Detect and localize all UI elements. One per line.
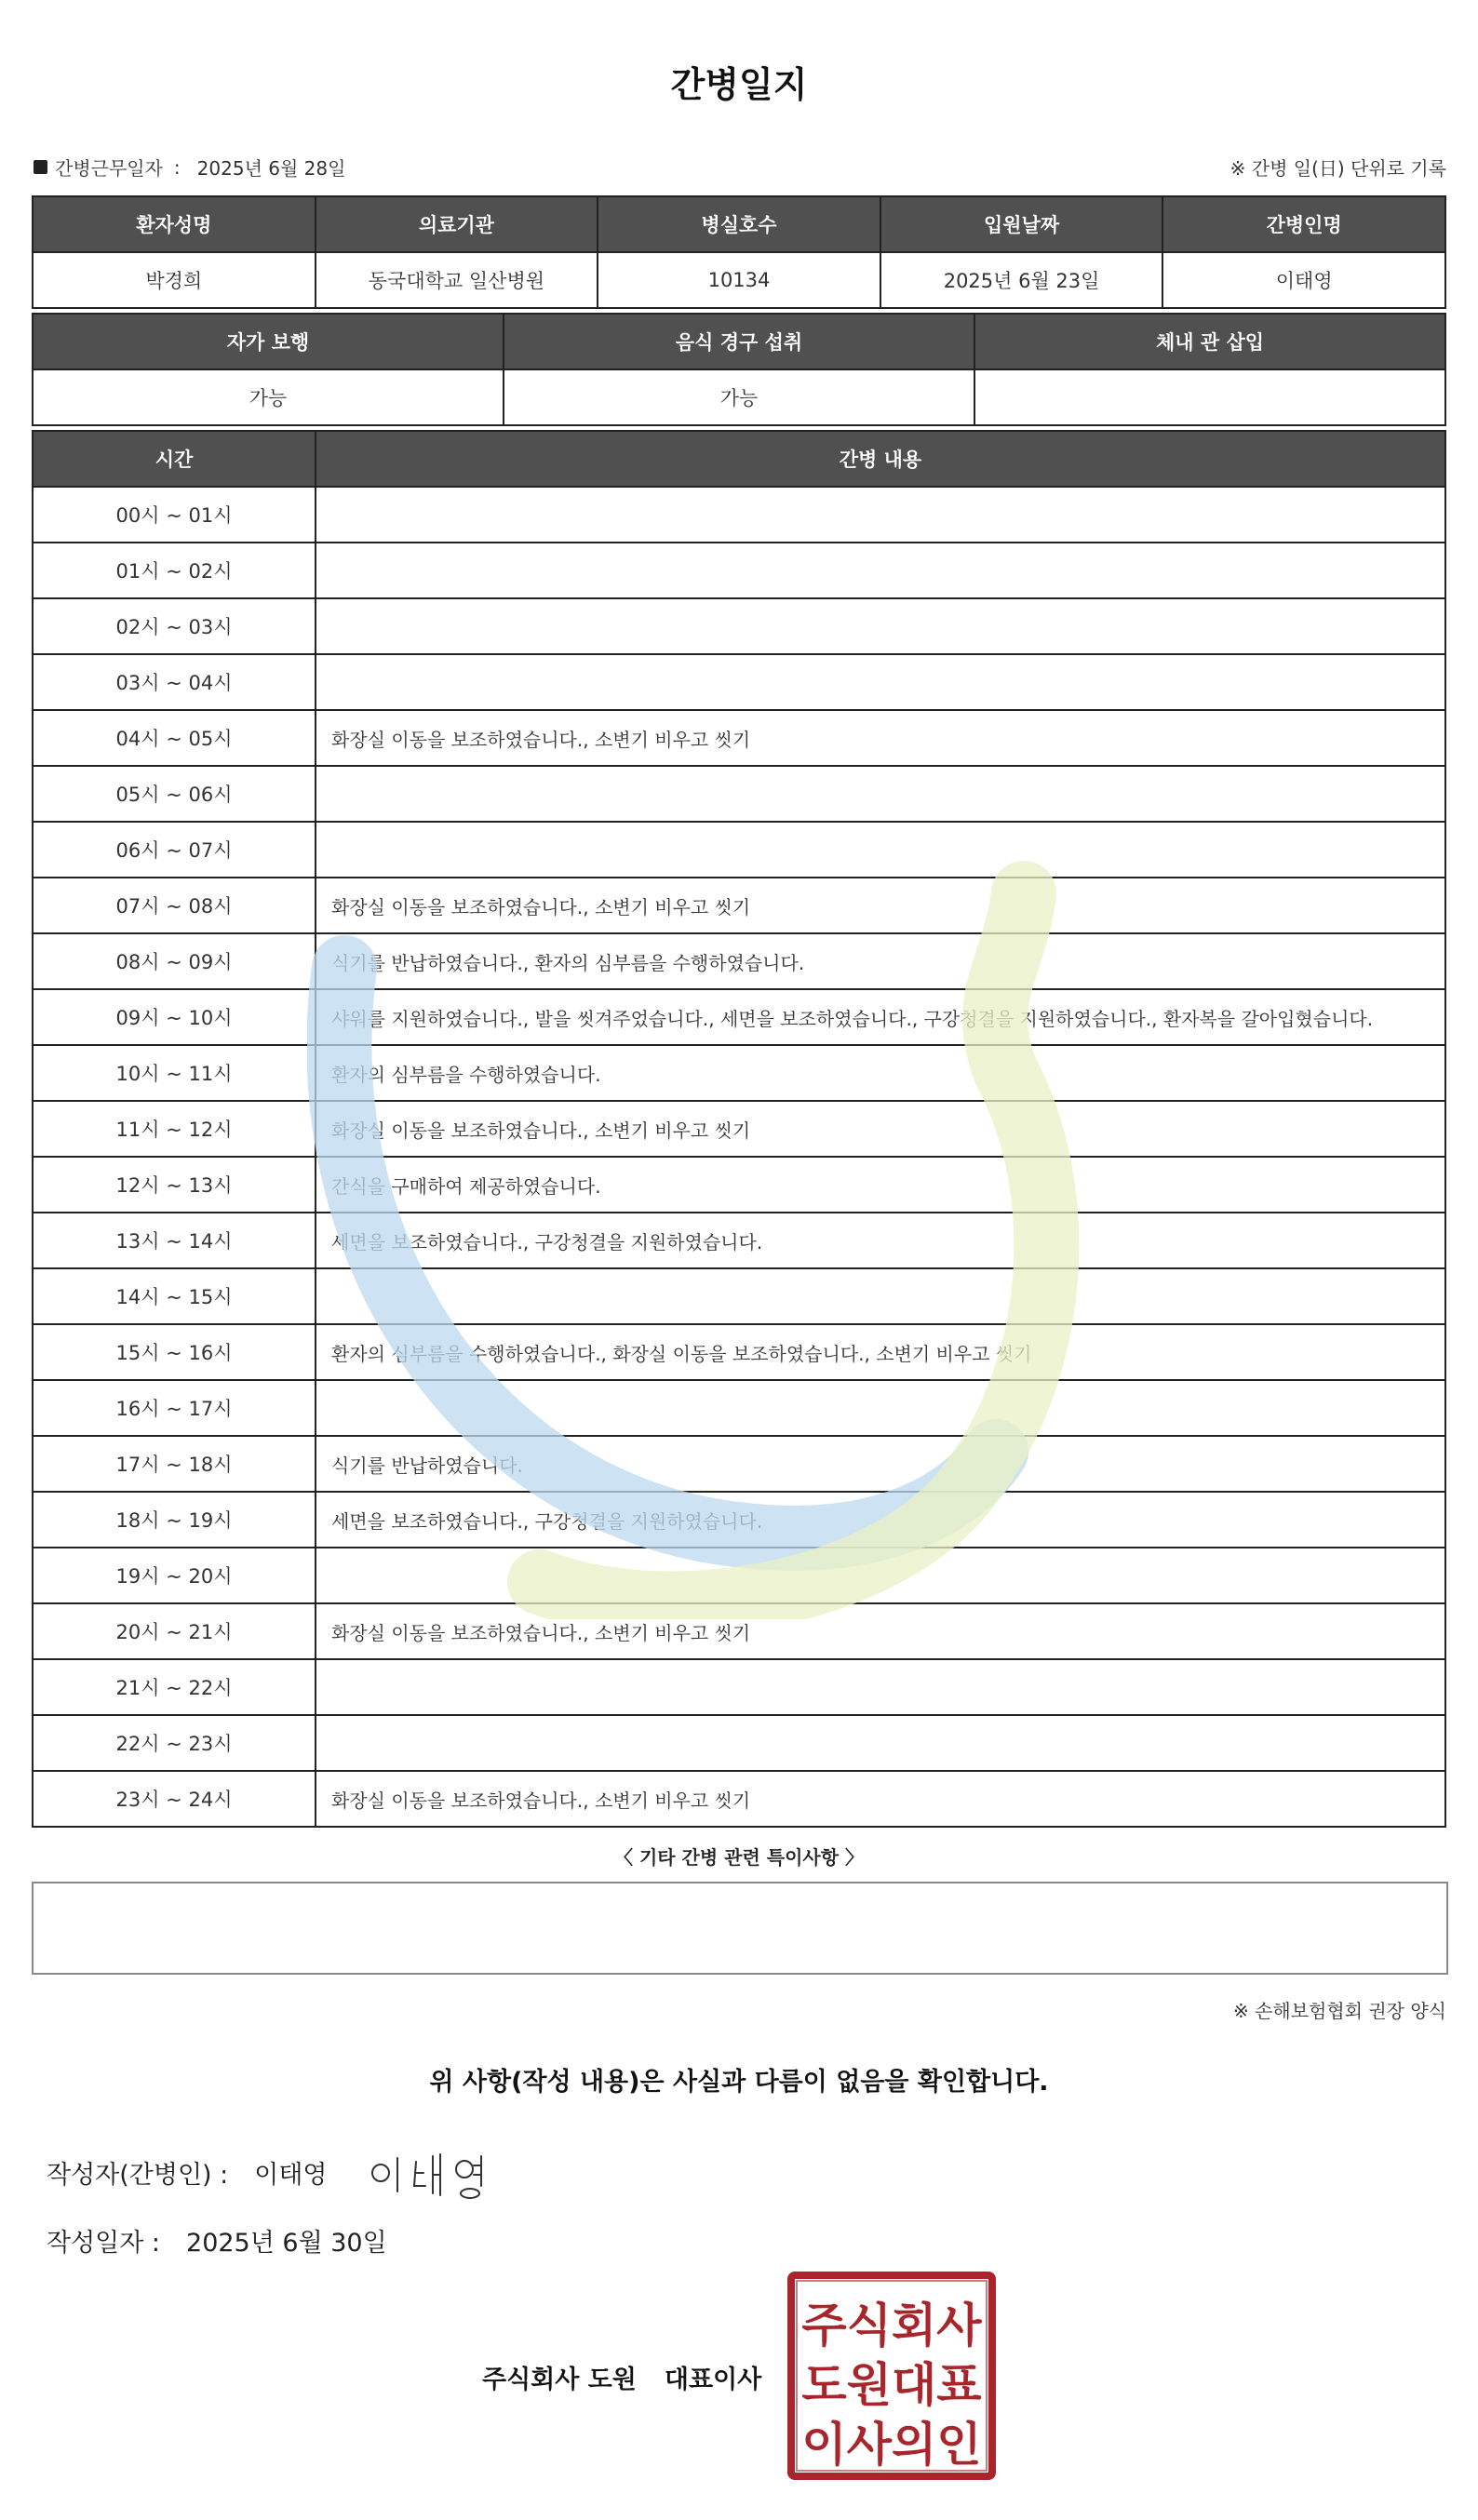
care-log-content <box>316 766 1445 822</box>
care-log-time: 19시 ~ 20시 <box>33 1548 316 1603</box>
header-hospital: 의료기관 <box>316 196 598 252</box>
care-log-content: 화장실 이동을 보조하였습니다., 소변기 비우고 씻기 <box>316 710 1445 766</box>
handwritten-signature <box>368 2145 517 2201</box>
care-log-content: 식기를 반납하였습니다., 환자의 심부름을 수행하였습니다. <box>316 933 1445 989</box>
care-log-row <box>33 822 1445 878</box>
care-log-content: 화장실 이동을 보조하였습니다., 소변기 비우고 씻기 <box>316 878 1445 933</box>
care-log-time: 14시 ~ 15시 <box>33 1268 316 1324</box>
care-log-content: 화장실 이동을 보조하였습니다., 소변기 비우고 씻기 <box>316 1101 1445 1157</box>
header-admission-date: 입원날짜 <box>880 196 1163 252</box>
care-log-row <box>33 487 1445 543</box>
care-log-content <box>316 1268 1445 1324</box>
care-log-row <box>33 1045 1445 1101</box>
care-log-time: 12시 ~ 13시 <box>33 1157 316 1213</box>
care-log-row <box>33 989 1445 1045</box>
care-log-row <box>33 1380 1445 1436</box>
header-care-content: 간병 내용 <box>316 431 1445 487</box>
written-date-label: 작성일자 : <box>47 2229 161 2258</box>
care-log-time: 21시 ~ 22시 <box>33 1659 316 1715</box>
care-log-time: 01시 ~ 02시 <box>33 543 316 598</box>
company-line <box>482 2359 761 2395</box>
care-log-time: 22시 ~ 23시 <box>33 1715 316 1771</box>
patient-name: 박경희 <box>33 252 316 308</box>
care-log-time: 03시 ~ 04시 <box>33 654 316 710</box>
square-bullet-icon <box>34 160 47 174</box>
header-time: 시간 <box>33 431 316 487</box>
care-log-time: 09시 ~ 10시 <box>33 989 316 1045</box>
patient-status-table <box>32 313 1446 426</box>
care-log-content: 세면을 보조하였습니다., 구강청결을 지원하였습니다. <box>316 1492 1445 1548</box>
care-log-row <box>33 1324 1445 1380</box>
care-log-content: 환자의 심부름을 수행하였습니다. <box>316 1045 1445 1101</box>
seal-line-3: 이사의인 <box>801 2418 982 2472</box>
patient-info-header-row <box>33 196 1445 252</box>
care-log-row <box>33 1715 1445 1771</box>
care-log-content: 환자의 심부름을 수행하였습니다., 화장실 이동을 보조하였습니다., 소변기 비우고 씻기 <box>316 1324 1445 1380</box>
care-log-time: 06시 ~ 07시 <box>33 822 316 878</box>
care-log-row <box>33 1603 1445 1659</box>
care-log-content: 식기를 반납하였습니다. <box>316 1436 1445 1492</box>
work-date-line <box>34 154 345 181</box>
notes-box <box>32 1882 1448 1975</box>
care-log-time: 17시 ~ 18시 <box>33 1436 316 1492</box>
notes-heading: 〈 기타 간병 관련 특이사항 〉 <box>613 1846 864 1869</box>
care-log-time: 20시 ~ 21시 <box>33 1603 316 1659</box>
header-self-walking: 자가 보행 <box>33 314 504 369</box>
unit-note: ※ 간병 일(日) 단위로 기록 <box>1229 157 1446 180</box>
self-walking-value: 가능 <box>33 369 504 425</box>
care-log-row <box>33 598 1445 654</box>
care-log-row <box>33 1157 1445 1213</box>
care-log-time: 05시 ~ 06시 <box>33 766 316 822</box>
care-log-row <box>33 543 1445 598</box>
header-patient-name: 환자성명 <box>33 196 316 252</box>
care-log-content <box>316 1659 1445 1715</box>
patient-info-table <box>32 195 1446 309</box>
oral-intake-value: 가능 <box>504 369 974 425</box>
care-log-row <box>33 710 1445 766</box>
care-log-time: 16시 ~ 17시 <box>33 1380 316 1436</box>
work-date-label: 간병근무일자 <box>55 157 163 180</box>
work-date-separator: : <box>173 155 181 179</box>
care-log-time: 11시 ~ 12시 <box>33 1101 316 1157</box>
care-log-row <box>33 654 1445 710</box>
seal-line-2: 도원대표 <box>801 2358 982 2412</box>
care-log-content: 화장실 이동을 보조하였습니다., 소변기 비우고 씻기 <box>316 1771 1445 1827</box>
care-log-time: 02시 ~ 03시 <box>33 598 316 654</box>
tube-insertion-value <box>974 369 1445 425</box>
care-log-time: 13시 ~ 14시 <box>33 1213 316 1268</box>
care-log-content <box>316 822 1445 878</box>
care-log-content: 세면을 보조하였습니다., 구강청결을 지원하였습니다. <box>316 1213 1445 1268</box>
care-log-time: 15시 ~ 16시 <box>33 1324 316 1380</box>
header-room-number: 병실호수 <box>598 196 880 252</box>
care-log-row <box>33 1492 1445 1548</box>
header-caregiver-name: 간병인명 <box>1162 196 1445 252</box>
care-log-time: 23시 ~ 24시 <box>33 1771 316 1827</box>
care-log-content <box>316 487 1445 543</box>
written-date-line <box>47 2222 387 2259</box>
patient-info-value-row <box>33 252 1445 308</box>
care-log-time: 00시 ~ 01시 <box>33 487 316 543</box>
care-log-content <box>316 1380 1445 1436</box>
care-log-time: 07시 ~ 08시 <box>33 878 316 933</box>
patient-status-value-row <box>33 369 1445 425</box>
writer-name: 이태영 <box>254 2161 328 2190</box>
hospital-name: 동국대학교 일산병원 <box>316 252 598 308</box>
header-tube-insertion: 체내 관 삽입 <box>974 314 1445 369</box>
care-log-row <box>33 1436 1445 1492</box>
form-source-note: ※ 손해보험협회 권장 양식 <box>1232 2000 1446 2022</box>
work-date-value: 2025년 6월 28일 <box>196 157 346 180</box>
care-log-content <box>316 598 1445 654</box>
header-oral-intake: 음식 경구 섭취 <box>504 314 974 369</box>
caregiver-name: 이태영 <box>1162 252 1445 308</box>
company-name: 주식회사 도원 <box>482 2366 637 2394</box>
writer-label: 작성자(간병인) : <box>47 2161 229 2190</box>
care-log-content: 샤워를 지원하였습니다., 발을 씻겨주었습니다., 세면을 보조하였습니다., 구강청결을 지원하였습니다., 환자복을 갈아입혔습니다. <box>316 989 1445 1045</box>
care-log-time: 18시 ~ 19시 <box>33 1492 316 1548</box>
care-log-row <box>33 1659 1445 1715</box>
care-log-content <box>316 654 1445 710</box>
care-log-content <box>316 543 1445 598</box>
care-log-row <box>33 1213 1445 1268</box>
ceo-label: 대표이사 <box>664 2366 762 2394</box>
care-log-row <box>33 1771 1445 1827</box>
care-log-header-row <box>33 431 1445 487</box>
room-number: 10134 <box>598 252 880 308</box>
care-log-table <box>32 430 1446 1828</box>
patient-status-header-row <box>33 314 1445 369</box>
care-log-content: 화장실 이동을 보조하였습니다., 소변기 비우고 씻기 <box>316 1603 1445 1659</box>
care-log-content: 간식을 구매하여 제공하였습니다. <box>316 1157 1445 1213</box>
care-log-row <box>33 1268 1445 1324</box>
care-log-row <box>33 1548 1445 1603</box>
care-log-time: 08시 ~ 09시 <box>33 933 316 989</box>
writer-line <box>47 2154 328 2191</box>
seal-line-1: 주식회사 <box>801 2299 982 2352</box>
written-date-value: 2025년 6월 30일 <box>186 2229 387 2258</box>
care-log-row <box>33 766 1445 822</box>
care-log-time: 10시 ~ 11시 <box>33 1045 316 1101</box>
care-log-row <box>33 878 1445 933</box>
care-log-row <box>33 1101 1445 1157</box>
care-log-row <box>33 933 1445 989</box>
confirmation-statement: 위 사항(작성 내용)은 사실과 다름이 없음을 확인합니다. <box>429 2068 1049 2097</box>
company-seal-stamp <box>786 2271 997 2481</box>
admission-date: 2025년 6월 23일 <box>880 252 1163 308</box>
care-log-time: 04시 ~ 05시 <box>33 710 316 766</box>
care-log-content <box>316 1715 1445 1771</box>
care-log-content <box>316 1548 1445 1603</box>
page-title: 간병일지 <box>670 64 808 105</box>
